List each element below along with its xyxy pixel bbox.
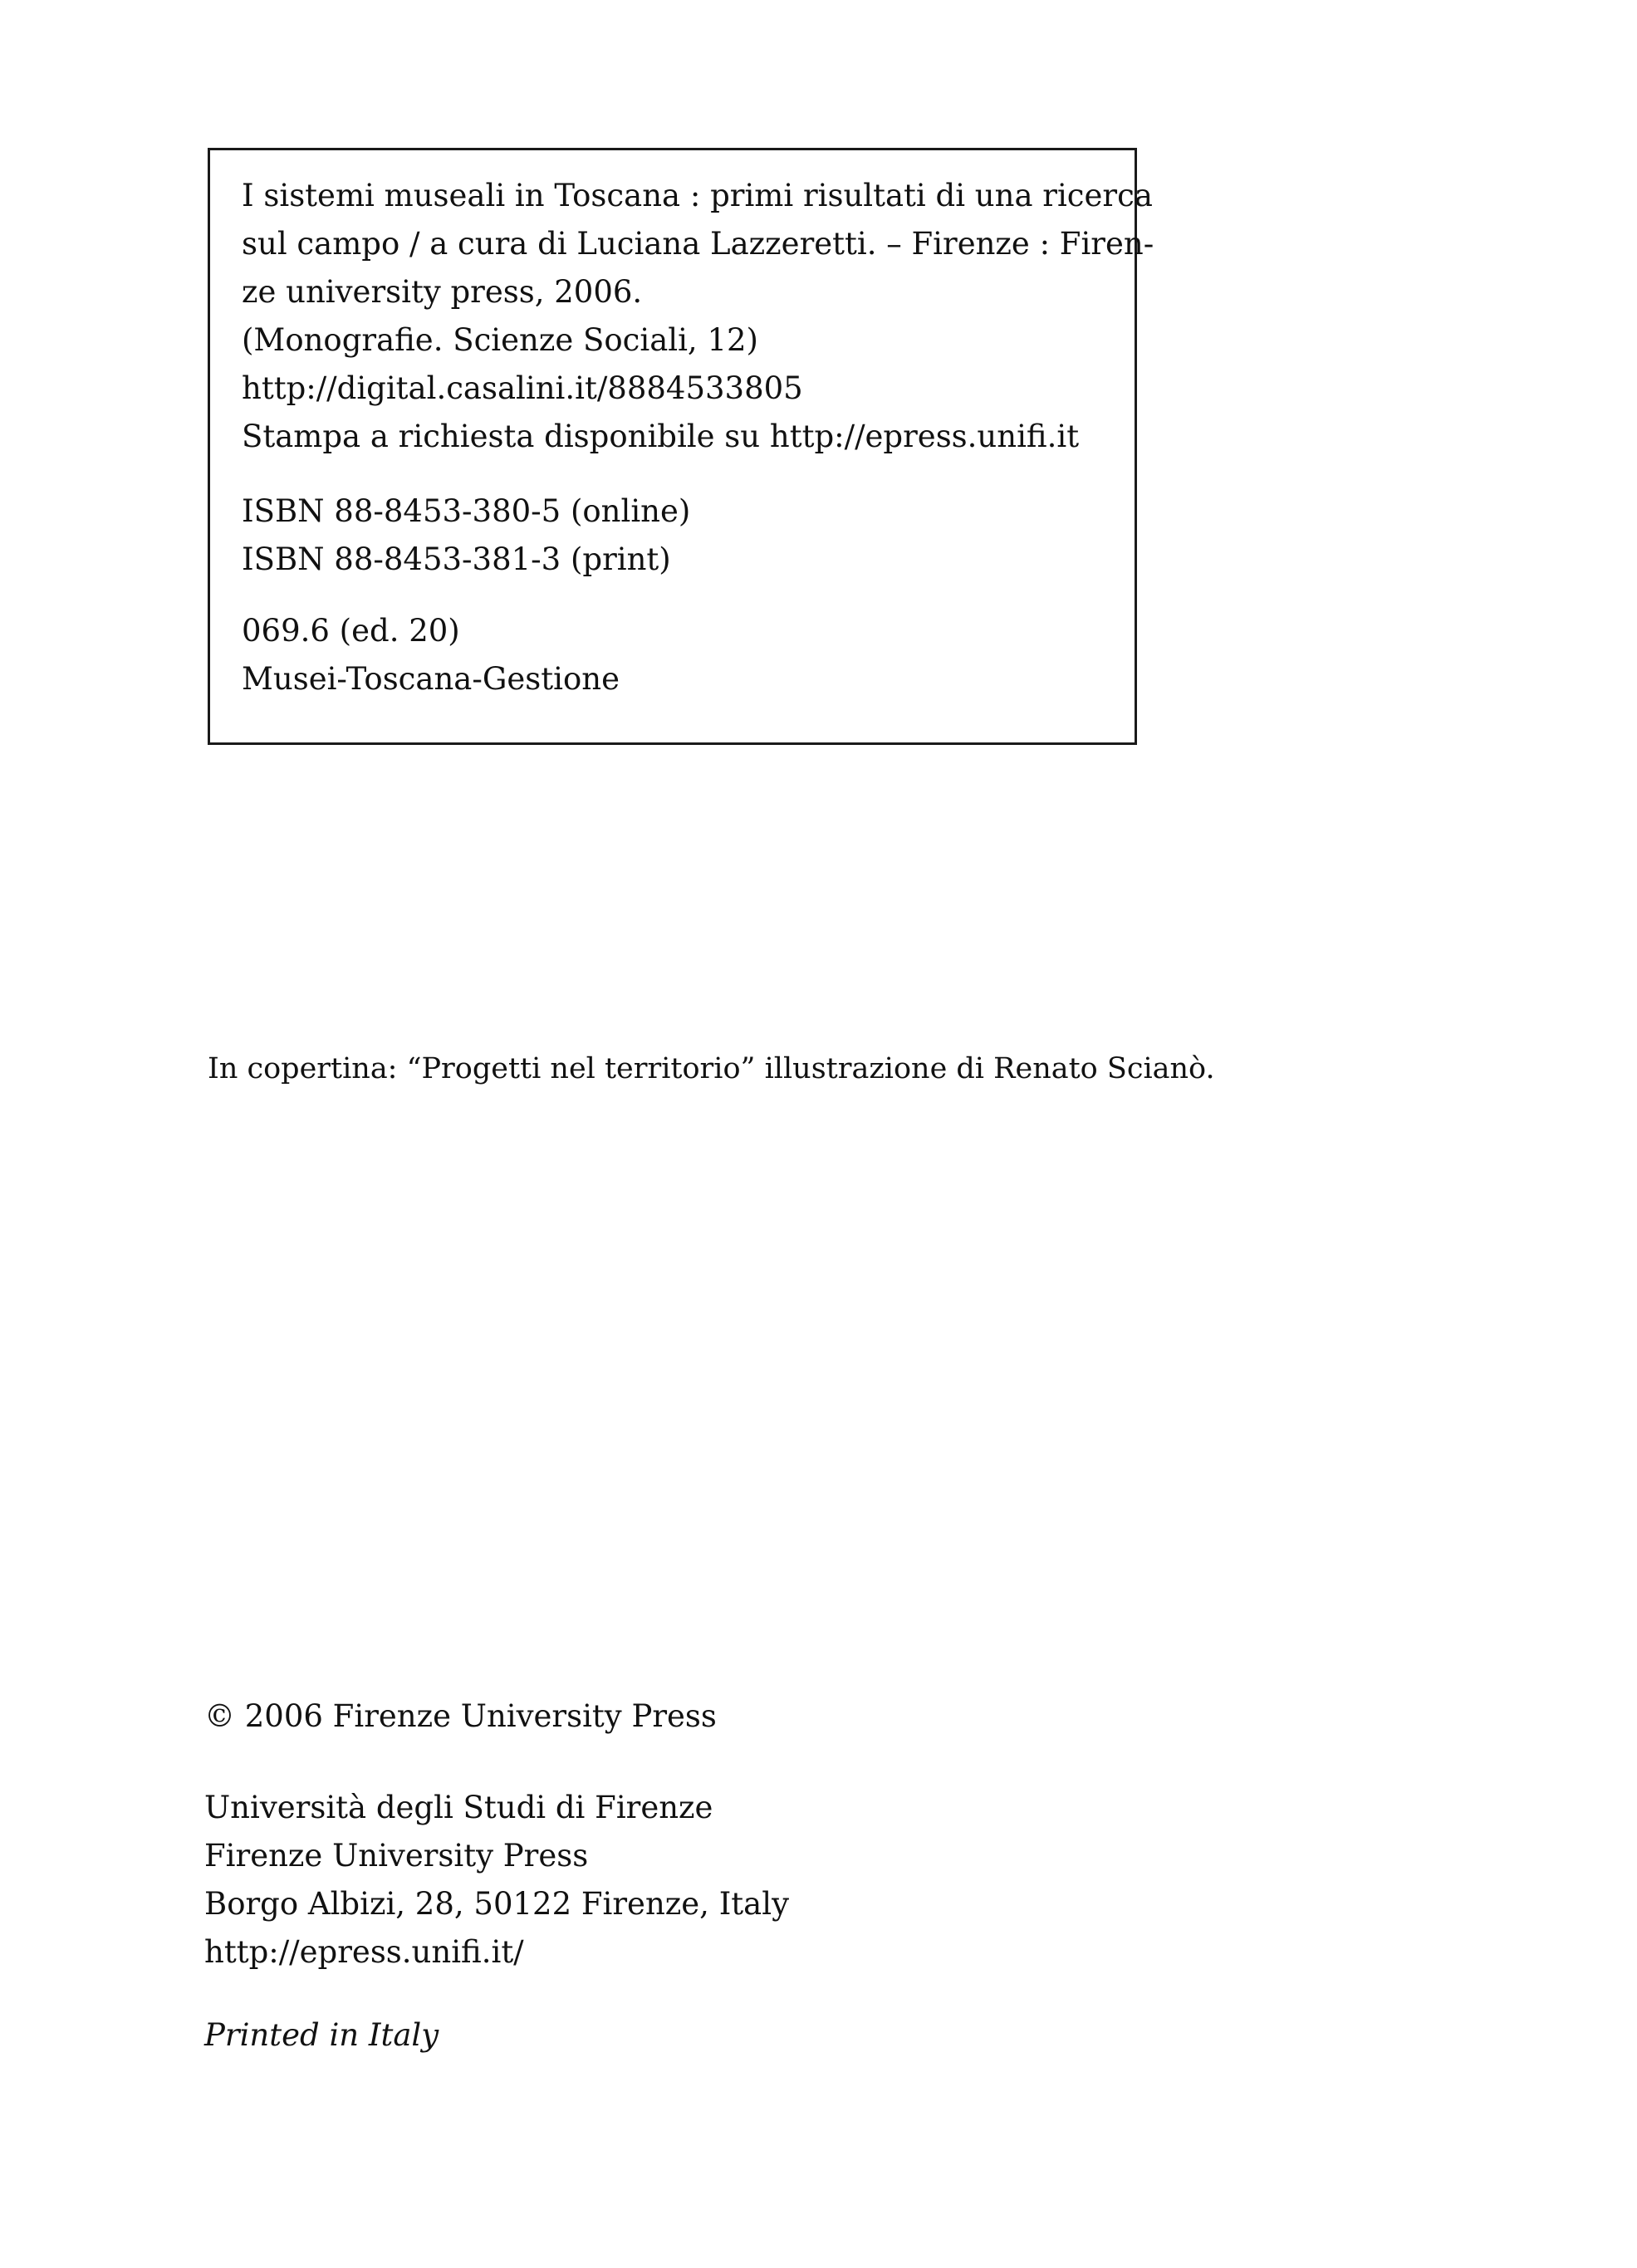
copyright-notice: © 2006 Firenze University Press bbox=[204, 1698, 717, 1734]
catalog-spacer bbox=[242, 461, 1118, 487]
dewey-classification: 069.6 (ed. 20) bbox=[242, 613, 460, 649]
isbn-online: ISBN 88-8453-380-5 (online) bbox=[242, 493, 691, 529]
catalog-series: (Monografie. Scienze Sociali, 12) bbox=[242, 322, 758, 358]
catalog-digital-url: http://digital.casalini.it/8884533805 bbox=[242, 370, 803, 406]
cover-credit: In copertina: “Progetti nel territorio” illustrazione di Renato Scianò. bbox=[208, 1052, 1215, 1085]
publisher-address bbox=[204, 1784, 789, 1977]
printed-in: Printed in Italy bbox=[204, 2017, 439, 2053]
subject-heading: Musei-Toscana-Gestione bbox=[242, 661, 620, 697]
catalog-card-content bbox=[242, 172, 1154, 703]
publisher-url: http://epress.unifi.it/ bbox=[204, 1934, 524, 1970]
catalog-title-line-2: sul campo / a cura di Luciana Lazzeretti. – Firenze : Firen- bbox=[242, 226, 1154, 262]
catalog-card bbox=[208, 148, 1154, 745]
publisher-press: Firenze University Press bbox=[204, 1838, 589, 1874]
catalog-title-line-1: I sistemi museali in Toscana : primi risultati di una ricerca bbox=[242, 178, 1153, 213]
catalog-spacer bbox=[242, 584, 1118, 607]
isbn-print: ISBN 88-8453-381-3 (print) bbox=[242, 541, 671, 577]
publisher-university: Università degli Studi di Firenze bbox=[204, 1790, 713, 1825]
catalog-print-on-demand: Stampa a richiesta disponibile su http://epress.unifi.it bbox=[242, 419, 1080, 454]
catalog-title-line-3: ze university press, 2006. bbox=[242, 274, 643, 310]
publisher-street: Borgo Albizi, 28, 50122 Firenze, Italy bbox=[204, 1886, 789, 1922]
